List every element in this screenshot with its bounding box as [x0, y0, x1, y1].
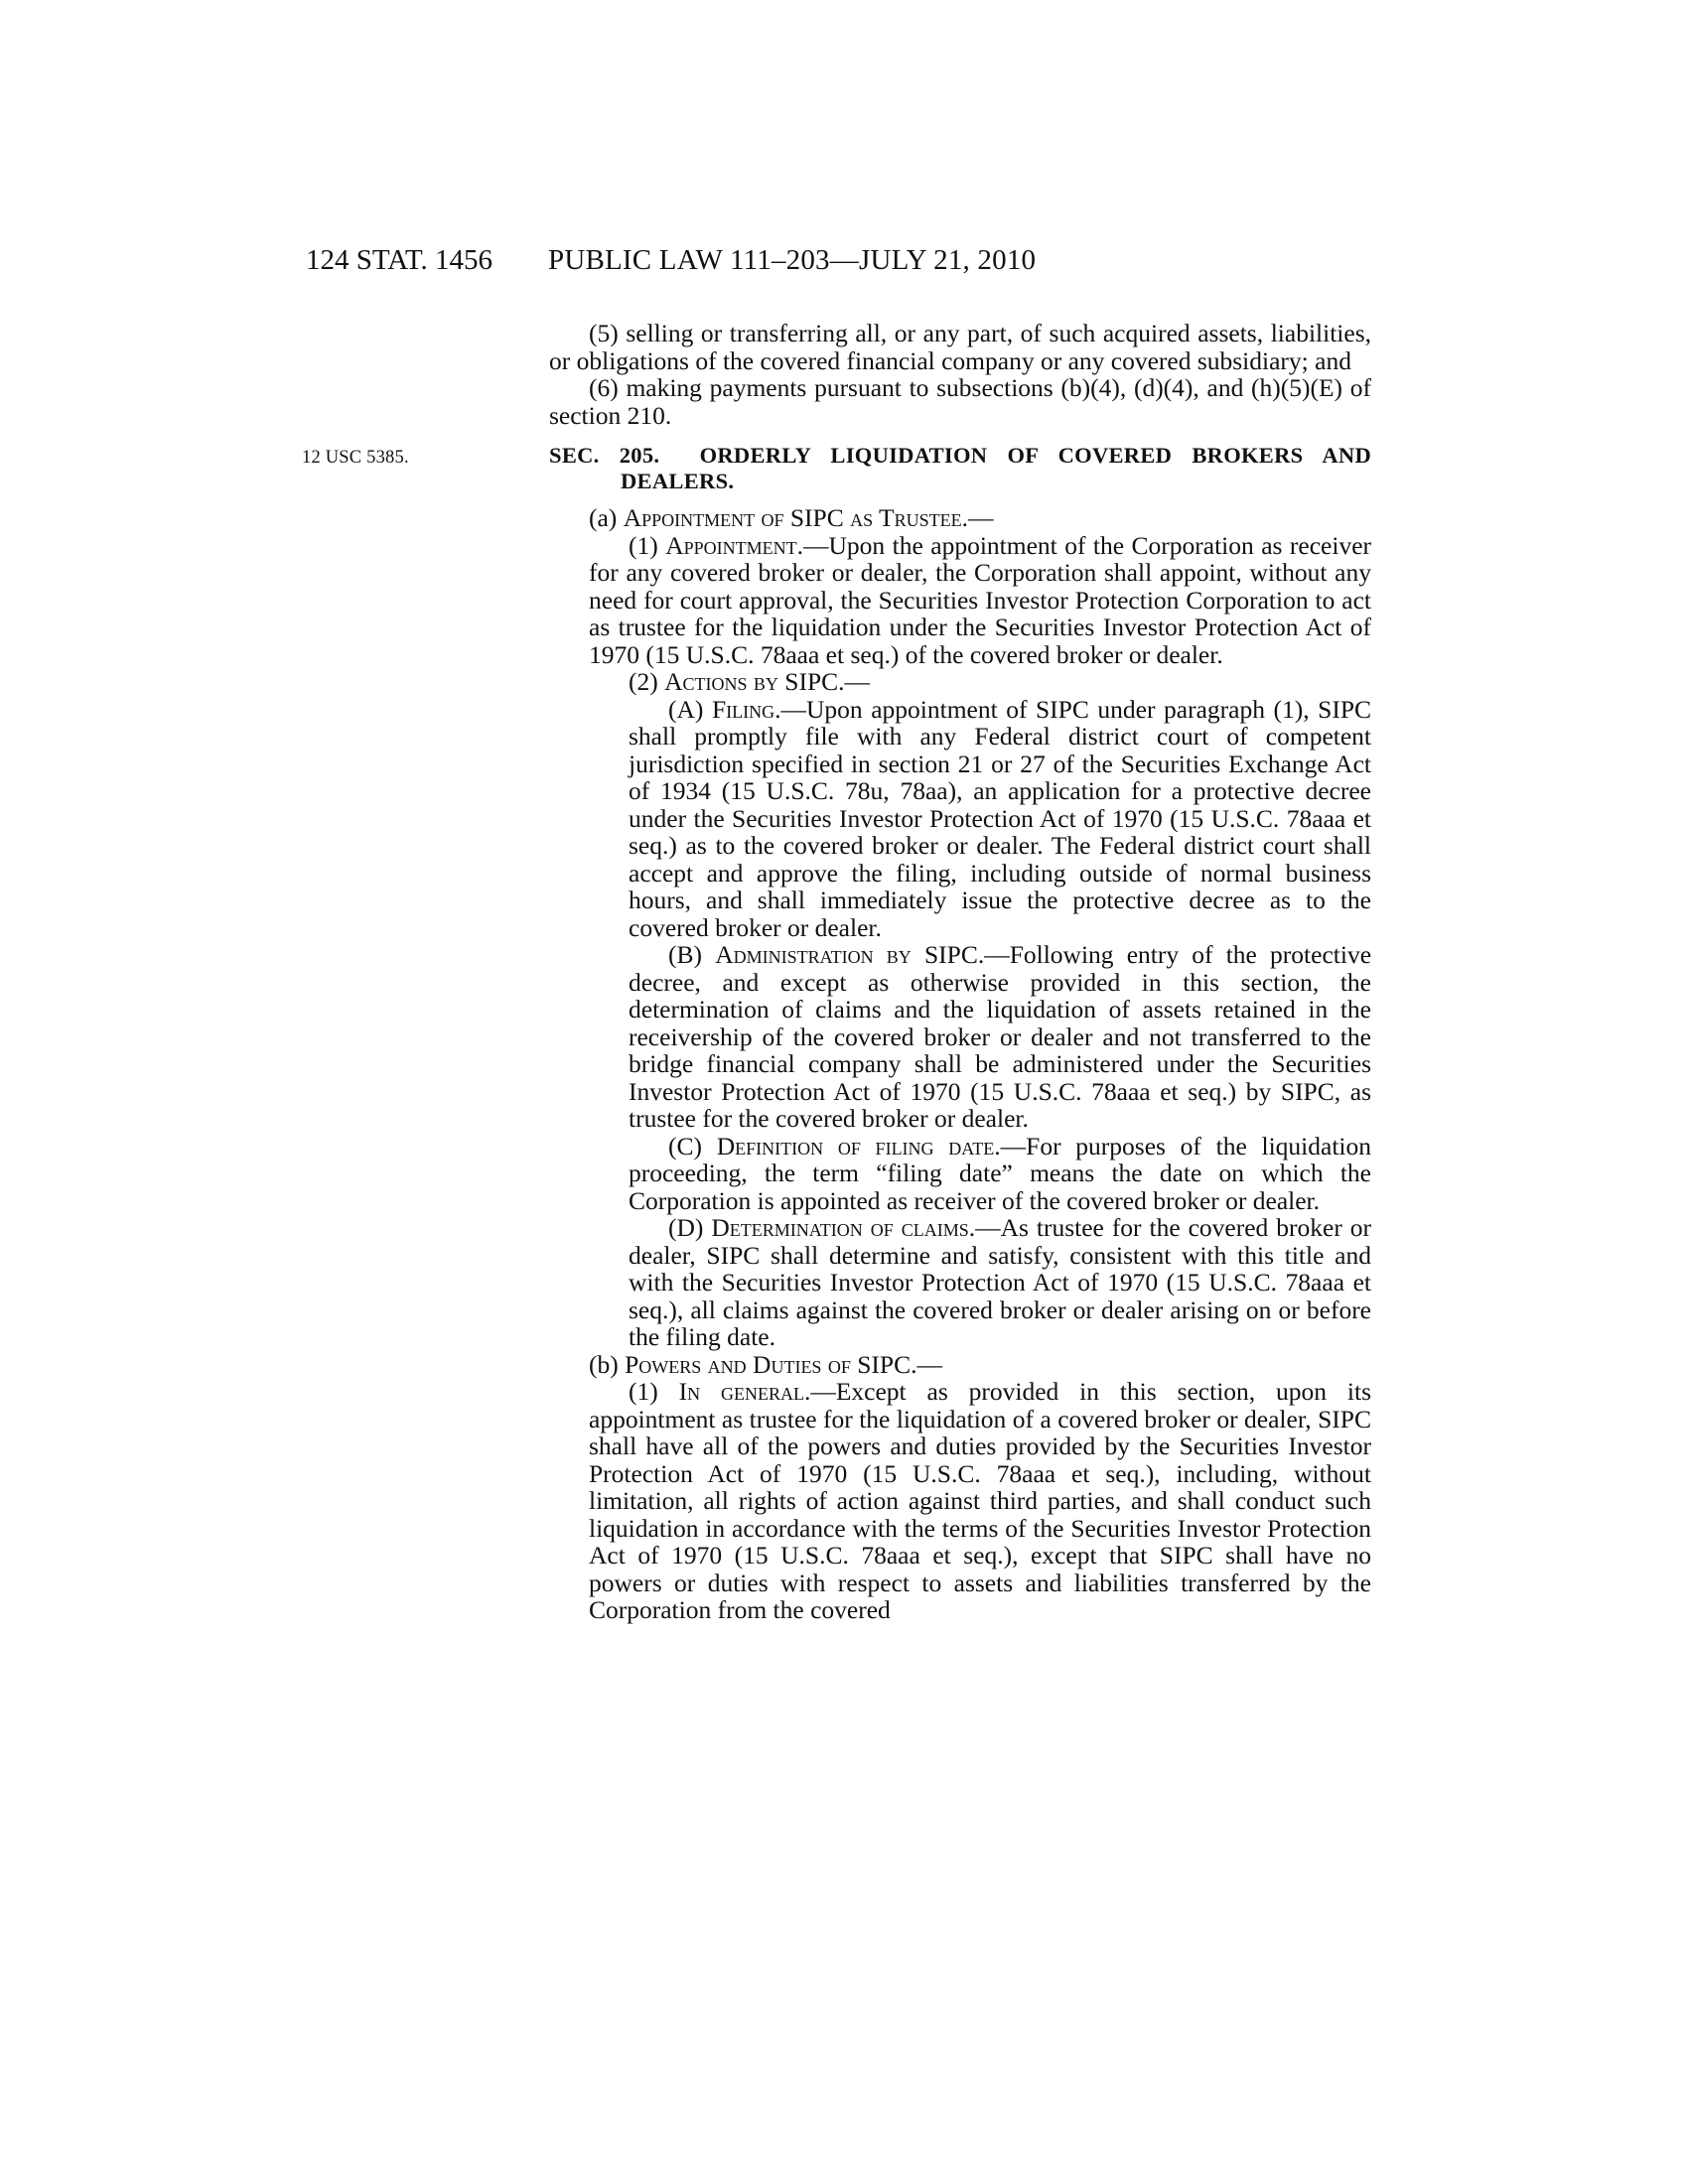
subparagraph-D-prefix: (D) — [668, 1213, 704, 1242]
subparagraph-A-text: —Upon appointment of SIPC under paragraph (1), SIPC shall promptly file with any Federal district court of competent jurisdiction specified in section 21 or 27 of the Securities Exchange Act of 1934 (15 U.S.C. 78u, 78aa), an application for a protective decree under the Securities Investor Protection Act of 1970 (15 U.S.C. 78aaa et seq.) as to the covered broker or dealer. The Federal district court shall accept and approve the filing, including outside of normal business hours, and shall immediately issue the protective decree as to the covered broker or dealer. — [629, 694, 1372, 942]
subsection-a-dash: — — [967, 503, 994, 532]
subsection-b-prefix: (b) — [589, 1349, 619, 1379]
subsection-b-dash: — — [916, 1349, 942, 1379]
section-heading — [549, 443, 1371, 494]
paragraph-5: (5) selling or transferring all, or any part, of such acquired assets, liabilities, or obligations of the covered financial company or any covered subsidiary; and — [549, 319, 1371, 375]
subsection-a-heading — [549, 504, 1371, 532]
subparagraph-A — [549, 696, 1371, 942]
paragraph-a1-text: —Upon the appointment of the Corporation as receiver for any covered broker or dealer, the Corporation shall appoint, without any need for court approval, the Securities Investor Protection Corporation to act as trustee for the liquidation under the Securities Investor Protection Act of 1970 (15 U.S.C. 78aaa et seq.) of the covered broker or dealer. — [589, 530, 1372, 669]
paragraph-a1 — [549, 532, 1371, 669]
subsection-b-heading — [549, 1351, 1371, 1379]
stat-page-number: 124 STAT. 1456 — [306, 244, 493, 276]
paragraph-b1-heading: In general. — [678, 1377, 811, 1406]
public-law-title: PUBLIC LAW 111–203—JULY 21, 2010 — [548, 244, 1037, 276]
paragraph-a2-prefix: (2) — [629, 667, 658, 696]
section-heading-block — [302, 443, 1371, 494]
section-number: SEC. 205. — [549, 443, 660, 468]
subparagraph-B — [549, 941, 1371, 1133]
subparagraph-D — [549, 1214, 1371, 1351]
subsection-a-prefix: (a) — [589, 503, 618, 532]
subparagraph-D-text: —As trustee for the covered broker or dealer, SIPC shall determine and satisfy, consistent with this title and with the Securities Investor Protection Act of 1970 (15 U.S.C. 78aaa et seq.), all claims against the covered broker or dealer arising on or before the filing date. — [629, 1213, 1372, 1351]
paragraph-b1-prefix: (1) — [629, 1377, 658, 1406]
paragraph-a2-heading — [549, 668, 1371, 696]
margin-citation: 12 USC 5385. — [302, 448, 409, 468]
subparagraph-A-heading: Filing. — [711, 694, 781, 724]
subparagraph-D-heading: Determination of claims. — [711, 1213, 976, 1242]
subparagraph-B-heading: Administration by SIPC. — [715, 940, 985, 969]
subsection-a-title: Appointment of SIPC as Trustee. — [623, 503, 968, 532]
paragraph-b1-text: —Except as provided in this section, upon its appointment as trustee for the liquidation of a covered broker or dealer, SIPC shall have all of the powers and duties provided by the Securities Investor Protection Act of 1970 (15 U.S.C. 78aaa et seq.), including, without limitation, all rights of action against third parties, and shall conduct such liquidation in accordance with the terms of the Securities Investor Protection Act of 1970 (15 U.S.C. 78aaa et seq.), except that SIPC shall have no powers or duties with respect to assets and liabilities transferred by the Corporation from the covered — [589, 1377, 1372, 1624]
paragraph-a2-title: Actions by SIPC. — [664, 667, 845, 696]
subsection-b-title: Powers and Duties of SIPC. — [625, 1349, 917, 1379]
subparagraph-C-prefix: (C) — [668, 1131, 702, 1160]
paragraph-a1-prefix: (1) — [629, 530, 658, 560]
subparagraph-C-text: —For purposes of the liquidation proceeding, the term “filing date” means the date on which the Corporation is appointed as receiver of the covered broker or dealer. — [629, 1131, 1371, 1215]
paragraph-a2-dash: — — [844, 667, 871, 696]
subparagraph-B-text: —Following entry of the protective decree, and except as otherwise provided in this section, the determination of claims and the liquidation of assets retained in the receivership of the covered broker or dealer and not transferred to the bridge financial company shall be administered under the Securities Investor Protection Act of 1970 (15 U.S.C. 78aaa et seq.) by SIPC, as trustee for the covered broker or dealer. — [629, 940, 1372, 1133]
paragraph-b1 — [549, 1378, 1371, 1624]
subparagraph-A-prefix: (A) — [668, 694, 704, 724]
paragraph-6: (6) making payments pursuant to subsections (b)(4), (d)(4), and (h)(5)(E) of section 210. — [549, 373, 1371, 430]
section-title: ORDERLY LIQUIDATION OF COVERED BROKERS AND DEALERS. — [621, 443, 1371, 493]
running-header — [0, 244, 1688, 284]
subparagraph-C-heading: Definition of filing date. — [716, 1131, 1001, 1160]
subparagraph-B-prefix: (B) — [668, 940, 702, 969]
document-body — [302, 319, 1372, 1624]
subparagraph-C — [549, 1133, 1371, 1215]
paragraph-a1-heading: Appointment. — [665, 530, 803, 560]
